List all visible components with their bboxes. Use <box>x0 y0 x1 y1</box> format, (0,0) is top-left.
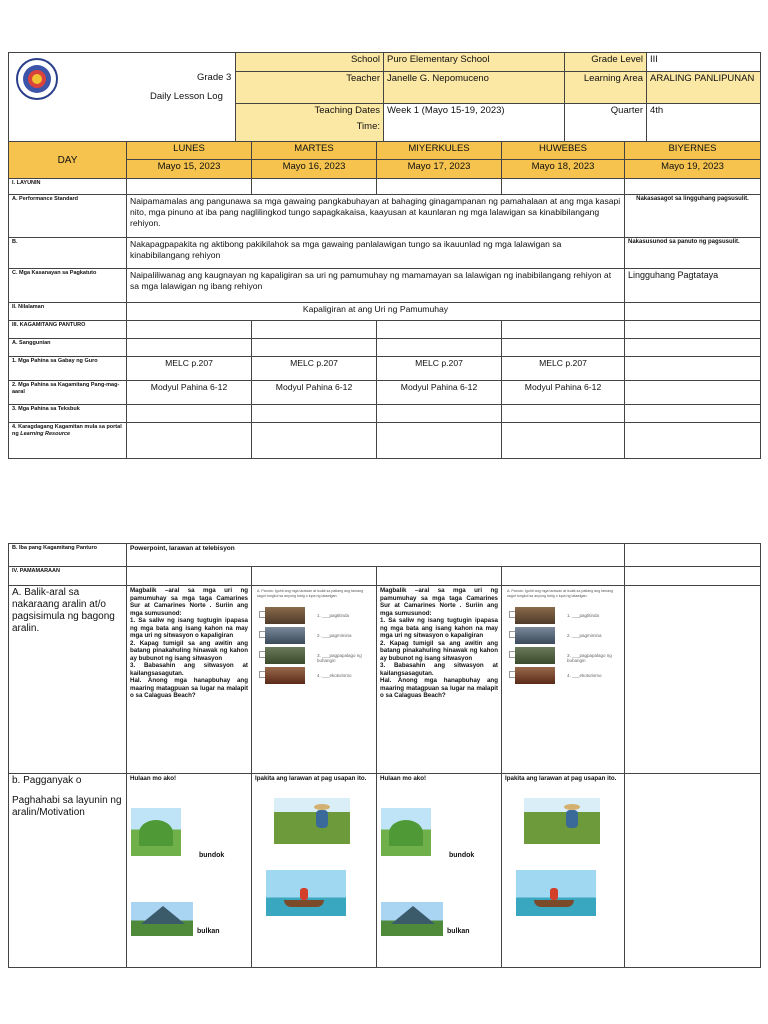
gabay-value: MELC p.207 <box>502 357 625 381</box>
volcano-image <box>131 902 193 936</box>
b-label: B. <box>9 238 127 269</box>
kagamitang-value: Modyul Pahina 6-12 <box>127 381 252 405</box>
school-value: Puro Elementary School <box>384 53 565 72</box>
b-text: Nakapagpapakita ng aktibong pakikilahok sa mga gawaing panlalawigan tungo sa ikauunlad ng mga lalawigan sa kinabibilangang rehiyon <box>127 238 625 269</box>
learning-area-label: Learning Area <box>565 72 647 104</box>
hulaan-text: Hulaan mo ako! <box>130 775 177 782</box>
iba-pang-kagamitan-value: Powerpoint, larawan at telebisyon <box>127 544 625 567</box>
worksheet-title: A. Panuto: Iguhit ang mga larawan at isulat sa patlang ang tamang sagot tungkol sa anyong tubig o lupa ng lalawigan. <box>507 589 614 598</box>
day-date: Mayo 19, 2023 <box>625 160 761 179</box>
karagdagang-label: 4. Karagdagang Kagamitan mula sa portal ng <box>12 424 122 437</box>
kagamitan-label: III. KAGAMITANG PANTURO <box>9 321 127 339</box>
day-name: LUNES <box>127 142 252 160</box>
header-table <box>8 52 761 142</box>
hulaan-cell <box>127 774 252 968</box>
ipakita-text: Ipakita ang larawan at pag usapan ito. <box>255 775 367 782</box>
rice-farmer-image <box>274 798 350 844</box>
balik-aral-step-3: 3. Babasahin ang sitwasyon at kailangsasagutan. <box>130 662 248 677</box>
volcano-image <box>381 902 443 936</box>
iba-pang-kagamitan-label: B. Iba pang Kagamitang Panturo <box>9 544 127 567</box>
balik-aral-example: Hal. Anong mga hanapbuhay ang maaring matagpuan sa lugar na malapit o sa Calaguas Beach? <box>380 677 498 699</box>
teacher-value: Janelle G. Nepomuceno <box>384 72 565 104</box>
teksbuk-label: 3. Mga Pahina sa Teksbuk <box>9 405 127 423</box>
ipakita-cell <box>502 774 625 968</box>
kagamitang-value: Modyul Pahina 6-12 <box>252 381 377 405</box>
teaching-dates-cell <box>236 104 384 142</box>
ipakita-cell <box>252 774 377 968</box>
balik-aral-text <box>127 586 252 774</box>
ws-item: 3. ___pagpapalago ng buhangin <box>317 653 362 663</box>
balik-aral-intro: Magbalik –aral sa mga uri ng pamumuhay sa mga taga Camarines Sur at Camarines Norte . Suriin ang mga sumusunod: <box>130 587 248 617</box>
gabay-value: MELC p.207 <box>127 357 252 381</box>
balik-aral-step-1: 1. Sa saliw ng isang tugtugin ipapasa ng mga bata ang isang kahon na may mga uri ng sitwasyon o kapaligiran <box>130 617 248 639</box>
gabay-value: MELC p.207 <box>252 357 377 381</box>
bundok-word: bundok <box>449 852 475 859</box>
teaching-dates-value: Week 1 (Mayo 15-19, 2023) <box>384 104 565 142</box>
balik-aral-example: Hal. Anong mga hanapbuhay ang maaring matagpuan sa lugar na malapit o sa Calaguas Beach? <box>130 677 248 699</box>
teacher-label: Teacher <box>236 72 384 104</box>
worksheet-title: A. Panuto: Iguhit ang mga larawan at isulat sa patlang ang tamang sagot tungkol sa anyong tubig o lupa ng lalawigan. <box>257 589 364 598</box>
pamamaraan-label: IV. PAMAMARAAN <box>9 567 127 586</box>
hill-image <box>131 808 181 856</box>
worksheet-cell <box>502 586 625 774</box>
day-name: HUWEBES <box>502 142 625 160</box>
karagdagang-cell <box>9 423 127 459</box>
bulkan-word: bulkan <box>447 928 470 935</box>
grade-level-label: Grade Level <box>565 53 647 72</box>
pagganyak-label: b. Pagganyak o <box>12 775 82 786</box>
day-date: Mayo 17, 2023 <box>377 160 502 179</box>
hulaan-cell <box>377 774 502 968</box>
ipakita-text: Ipakita ang larawan at pag usapan ito. <box>505 775 617 782</box>
kagamitang-value: Modyul Pahina 6-12 <box>502 381 625 405</box>
school-label: School <box>236 53 384 72</box>
ws-item: 3. ___pagpapalago ng buhangin <box>567 653 612 663</box>
day-name: MIYERKULES <box>377 142 502 160</box>
fisherman-image <box>266 870 346 916</box>
lesson-log-table <box>8 141 761 459</box>
ws-item: 1. ___pagtitinda <box>317 613 350 618</box>
ws-item: 2. ___pagmimina <box>317 633 352 638</box>
quarter-label: Quarter <box>565 104 647 142</box>
kasanayan-text: Naipaliliwanag ang kaugnayan ng kapaligiran sa uri ng pamumuhay ng mamamayan sa lalawigan ng inabibilangang rehiyon at sa mga lalawigan ng ibang rehiyon <box>127 269 625 303</box>
rice-farmer-image <box>524 798 600 844</box>
kagamitang-label: 2. Mga Pahina sa Kagamitang Pang-mag-aaral <box>9 381 127 405</box>
balik-aral-step-2: 2. Kapag tumigil sa ang awitin ang batang pinakahuling hinawak ng kahon ay bubunot ng isang sitwasyon <box>380 639 498 662</box>
balik-aral-step-3: 3. Babasahin ang sitwasyon at kailangsasagutan. <box>380 662 498 677</box>
balik-aral-label: A. Balik-aral sa nakaraang aralin at/o pagsisimula ng bagong aralin. <box>9 586 127 774</box>
worksheet-cell <box>252 586 377 774</box>
balik-aral-step-1: 1. Sa saliw ng isang tugtugin ipapasa ng mga bata ang isang kahon na may mga uri ng sitwasyon o kapaligiran <box>380 617 498 639</box>
day-name: BIYERNES <box>625 142 761 160</box>
day-header: DAY <box>9 142 127 179</box>
hulaan-text: Hulaan mo ako! <box>380 775 427 782</box>
ws-item: 1. ___pagtitinda <box>567 613 600 618</box>
bulkan-word: bulkan <box>197 928 220 935</box>
b-friday: Nakasusunod sa panuto ng pagsusulit. <box>625 238 761 269</box>
fisherman-image <box>516 870 596 916</box>
teaching-dates-label: Teaching Dates <box>314 105 380 116</box>
ws-item: 4. ___ekoturismo <box>317 673 352 678</box>
nilalaman-text: Kapaligiran at ang Uri ng Pamumuhay <box>127 303 625 321</box>
pagganyak-cell <box>9 774 127 968</box>
kasanayan-label: C. Mga Kasanayan sa Pagkatuto <box>9 269 127 303</box>
day-name: MARTES <box>252 142 377 160</box>
grade-level-value: III <box>647 53 761 72</box>
bundok-word: bundok <box>199 852 225 859</box>
log-title: Daily Lesson Log <box>150 91 223 102</box>
performance-standard-label: A. Performance Standard <box>9 195 127 238</box>
kasanayan-friday: Lingguhang Pagtataya <box>625 269 761 303</box>
worksheet-image <box>505 587 623 691</box>
worksheet-image <box>255 587 373 691</box>
pamamaraan-table <box>8 543 761 968</box>
sanggunian-label: A. Sanggunian <box>9 339 127 357</box>
hill-image <box>381 808 431 856</box>
performance-standard-friday: Nakasasagot sa lingguhang pagsusulit. <box>625 195 761 238</box>
grade-text: Grade 3 <box>197 72 232 83</box>
day-date: Mayo 18, 2023 <box>502 160 625 179</box>
quarter-value: 4th <box>647 104 761 142</box>
day-date: Mayo 16, 2023 <box>252 160 377 179</box>
ws-item: 4. ___ekoturismo <box>567 673 602 678</box>
time-label: Time: <box>356 121 380 132</box>
grade-cell <box>9 53 236 142</box>
gabay-value: MELC p.207 <box>377 357 502 381</box>
karagdagang-italic: Learning Resource <box>20 431 71 437</box>
gabay-label: 1. Mga Pahina sa Gabay ng Guro <box>9 357 127 381</box>
layunin-label: I. LAYUNIN <box>9 179 127 195</box>
balik-aral-step-2: 2. Kapag tumigil sa ang awitin ang batang pinakahuling hinawak ng kahon ay bubunot ng isang sitwasyon <box>130 639 248 662</box>
kagamitang-value: Modyul Pahina 6-12 <box>377 381 502 405</box>
pagganyak-sublabel: Paghahabi sa layunin ng aralin/Motivation <box>12 795 122 818</box>
balik-aral-intro: Magbalik –aral sa mga uri ng pamumuhay sa mga taga Camarines Sur at Camarines Norte . Suriin ang mga sumusunod: <box>380 587 498 617</box>
learning-area-value: ARALING PANLIPUNAN <box>647 72 761 104</box>
day-date: Mayo 15, 2023 <box>127 160 252 179</box>
nilalaman-label: II. Nilalaman <box>9 303 127 321</box>
ws-item: 2. ___pagmimina <box>567 633 602 638</box>
balik-aral-text <box>377 586 502 774</box>
performance-standard-text: Naipamamalas ang pangunawa sa mga gawaing pangkabuhayan at bahaging ginagampanan ng pamahalaan at ang mga kasapi nito, mga pinuno at iba pang naglilingkod tungo sapagkakaisa, kaayusan at kaunlaran ng mga lalawigan sa kinabibilangang rehiyon. <box>127 195 625 238</box>
